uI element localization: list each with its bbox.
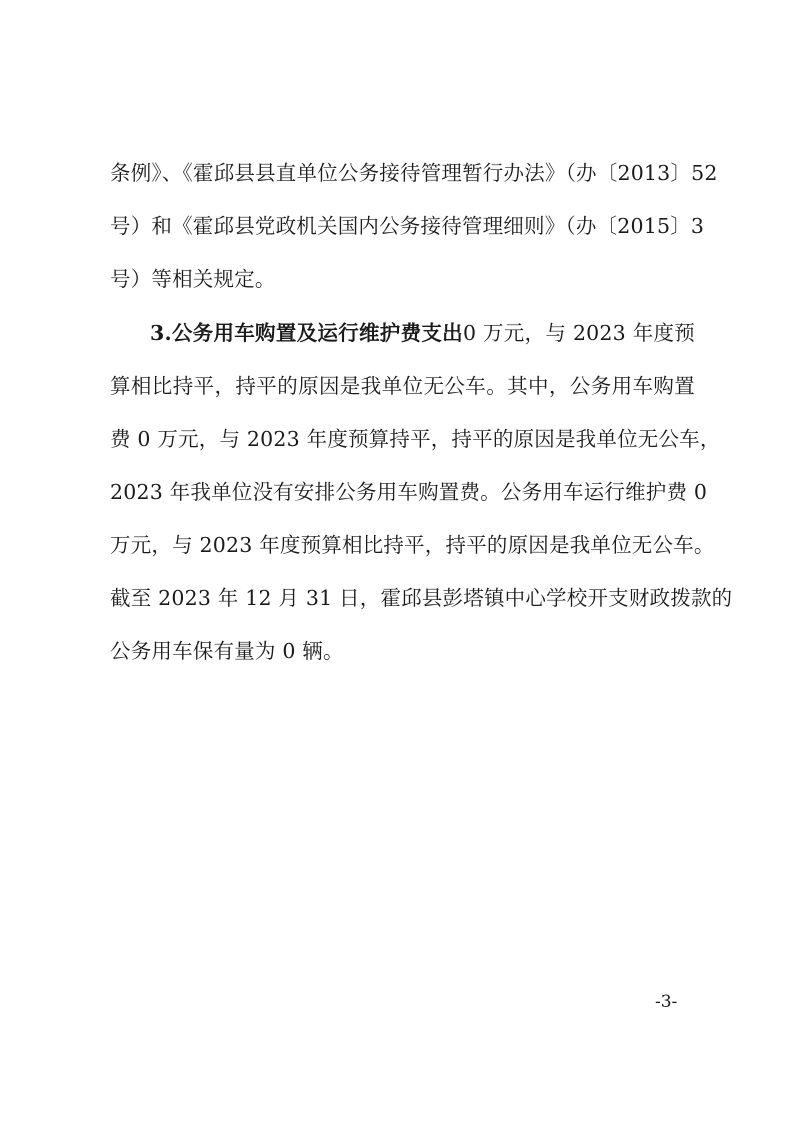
paragraph-2-line-3: 费 0 万元，与 2023 年度预算持平，持平的原因是我单位无公车，	[110, 427, 721, 451]
paragraph-2-line-5: 万元，与 2023 年度预算相比持平，持平的原因是我单位无公车。	[110, 533, 715, 557]
paragraph-2-line-7: 公务用车保有量为 0 辆。	[110, 639, 344, 663]
paragraph-2-line-6: 截至 2023 年 12 月 31 日，霍邱县彭塔镇中心学校开支财政拨款的	[110, 586, 733, 610]
paragraph-2-line-4: 2023 年我单位没有安排公务用车购置费。公务用车运行维护费 0	[110, 480, 708, 504]
paragraph-1-line-2: 号）和《霍邱县党政机关国内公务接待管理细则》（办〔2015〕3	[110, 214, 705, 238]
paragraph-1-line-1: 条例》、《霍邱县县直单位公务接待管理暂行办法》（办〔2013〕52	[110, 161, 718, 185]
paragraph-2-line-1-rest: 0 万元，与 2023 年度预	[462, 321, 695, 345]
paragraph-2-line-2: 算相比持平，持平的原因是我单位无公车。其中，公务用车购置	[110, 374, 695, 398]
section-heading: 3.公务用车购置及运行维护费支出	[150, 321, 463, 345]
page-number: -3-	[655, 992, 678, 1012]
paragraph-2-line-1	[150, 316, 695, 350]
paragraph-1-line-3: 号）等相关规定。	[110, 267, 276, 291]
